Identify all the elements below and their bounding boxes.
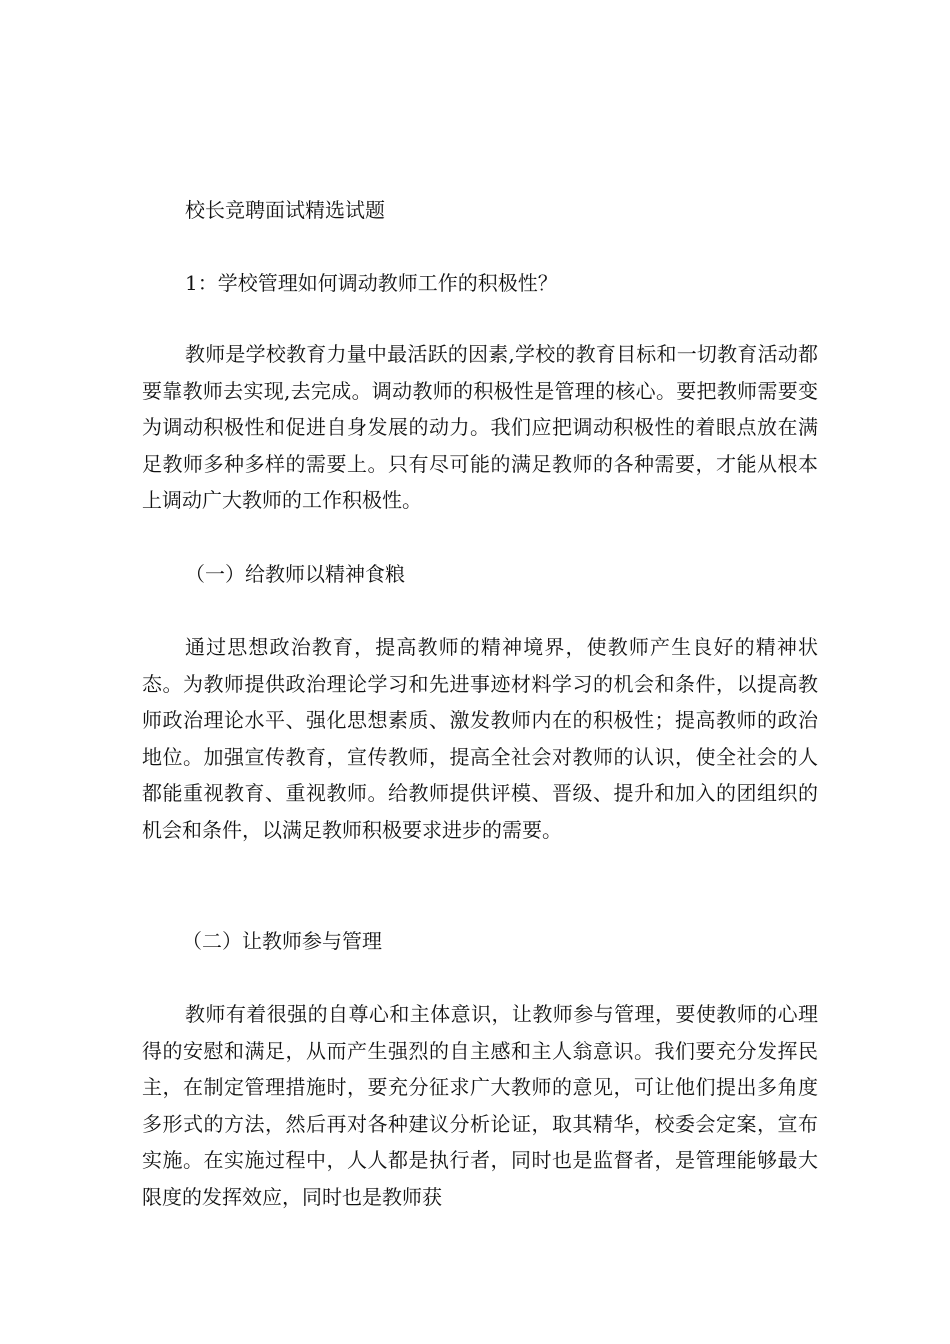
intro-paragraph: 教师是学校教育力量中最活跃的因素,学校的教育目标和一切教育活动都要靠教师去实现,去完成。调动教师的积极性是管理的核心。要把教师需要变为调动积极性和促进自身发展的动力。我们应把调动积极性的着眼点放在满足教师多种多样的需要上。只有尽可能的满足教师的各种需要，才能从根本上调动广大教师的工作积极性。 (142, 342, 818, 512)
section-heading-2: （二）让教师参与管理 (182, 929, 382, 953)
question-heading: 1：学校管理如何调动教师工作的积极性？ (185, 271, 558, 295)
section-heading-1: （一）给教师以精神食粮 (185, 562, 405, 586)
document-title: 校长竞聘面试精选试题 (185, 198, 385, 222)
section-paragraph-2: 教师有着很强的自尊心和主体意识，让教师参与管理，要使教师的心理得的安慰和满足，从而产生强烈的自主感和主人翁意识。我们要充分发挥民主，在制定管理措施时，要充分征求广大教师的意见，可让他们提出多角度多形式的方法，然后再对各种建议分析论证，取其精华，校委会定案，宣布实施。在实施过程中，人人都是执行者，同时也是监督者，是管理能够最大限度的发挥效应，同时也是教师获 (142, 1002, 818, 1209)
section-paragraph-1: 通过思想政治教育，提高教师的精神境界，使教师产生良好的精神状态。为教师提供政治理论学习和先进事迹材料学习的机会和条件，以提高教师政治理论水平、强化思想素质、激发教师内在的积极性；提高教师的政治地位。加强宣传教育，宣传教师，提高全社会对教师的认识，使全社会的人都能重视教育、重视教师。给教师提供评模、晋级、提升和加入的团组织的机会和条件，以满足教师积极要求进步的需要。 (142, 635, 818, 842)
